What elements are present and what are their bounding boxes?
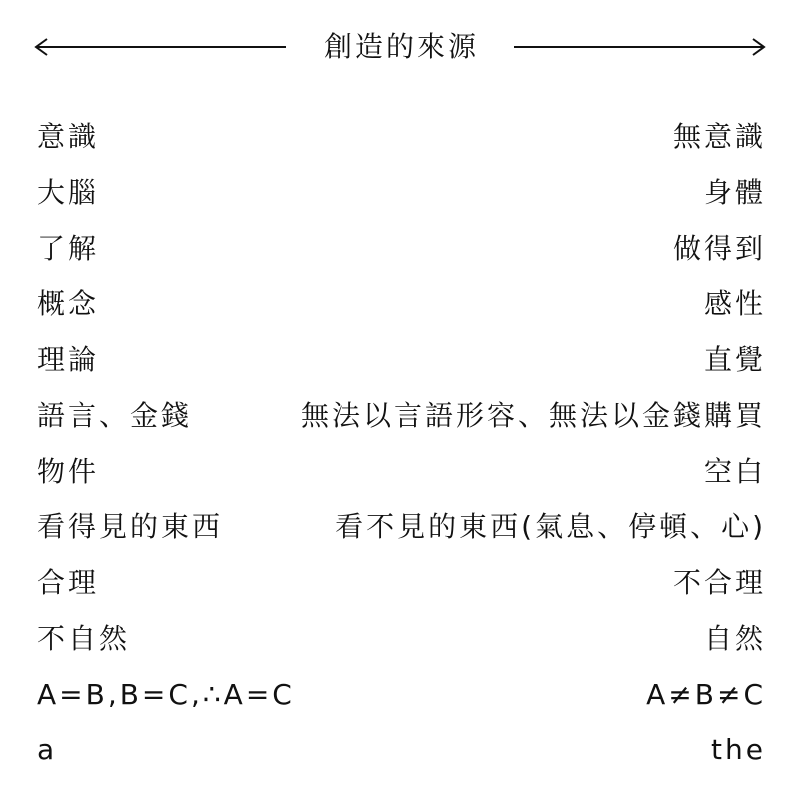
right-term: the	[711, 733, 766, 767]
comparison-row	[0, 332, 800, 388]
right-term: 感性	[703, 287, 766, 321]
left-term: a	[37, 733, 58, 767]
comparison-row	[0, 555, 800, 611]
comparison-row	[0, 611, 800, 667]
left-term: 看得見的東西	[37, 510, 224, 544]
comparison-row	[0, 109, 800, 165]
left-term: 概念	[37, 287, 100, 321]
right-term: 身體	[703, 175, 766, 209]
comparison-row	[0, 276, 800, 332]
left-term: 語言、金錢	[37, 398, 193, 432]
title-row	[0, 20, 800, 74]
left-term: A=B,B=C,∴A=C	[37, 677, 295, 711]
left-term: 了解	[37, 231, 100, 265]
comparison-row	[0, 499, 800, 555]
right-term: 看不見的東西(氣息、停頓、心)	[335, 510, 766, 544]
left-term: 不自然	[37, 621, 131, 655]
left-term: 意識	[37, 120, 100, 153]
diagram-title: 創造的來源	[323, 30, 479, 63]
comparison-row	[0, 722, 800, 778]
comparison-row	[0, 667, 800, 723]
right-term: 無意識	[672, 120, 766, 153]
right-term: 無法以言語形容、無法以金錢購買	[300, 398, 766, 432]
right-term: 直覺	[703, 343, 766, 376]
right-term: 不合理	[672, 566, 766, 599]
comparison-rows	[0, 109, 800, 778]
comparison-row	[0, 221, 800, 277]
left-term: 大腦	[37, 175, 100, 209]
comparison-row	[0, 444, 800, 500]
right-term: 空白	[703, 454, 766, 488]
comparison-row	[0, 388, 800, 444]
right-term: 自然	[703, 621, 766, 655]
left-term: 合理	[37, 566, 100, 599]
comparison-row	[0, 165, 800, 221]
right-arrow-icon	[508, 20, 770, 74]
right-term: A≠B≠C	[646, 677, 766, 711]
left-term: 物件	[37, 454, 100, 488]
left-term: 理論	[37, 343, 100, 376]
right-term: 做得到	[672, 231, 766, 265]
